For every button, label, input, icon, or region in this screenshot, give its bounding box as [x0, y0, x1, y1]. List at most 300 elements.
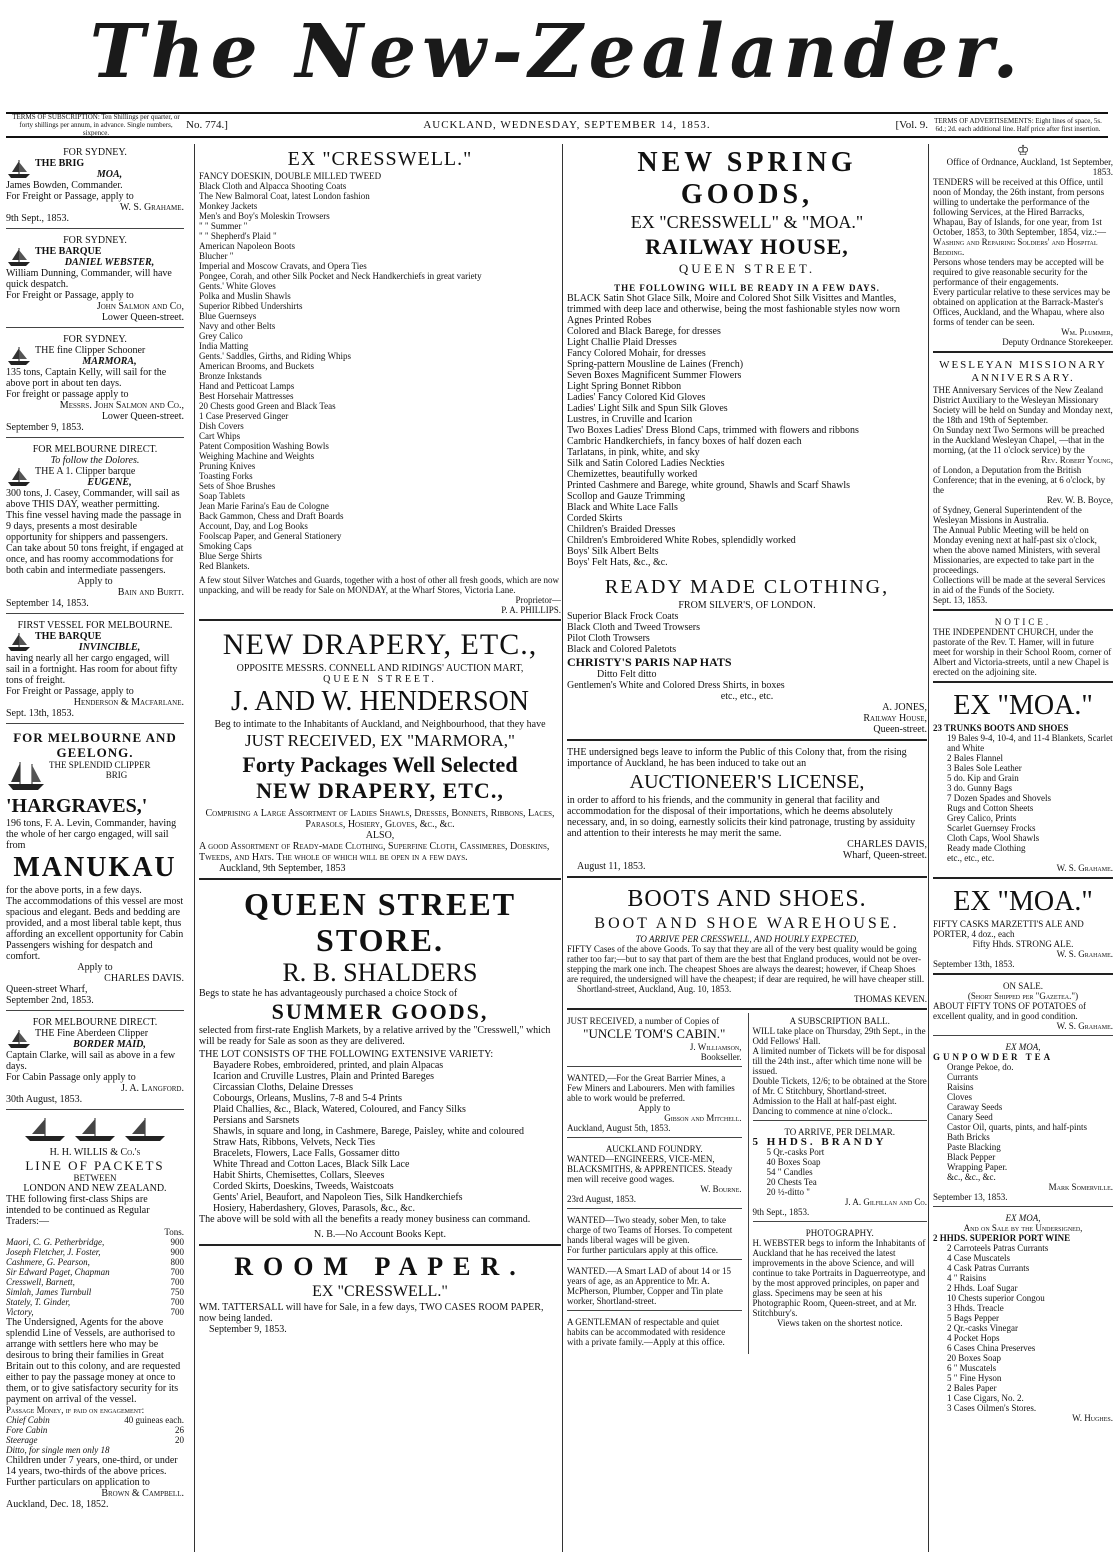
- list-item: Smoking Caps: [199, 541, 252, 551]
- list-item: 2 Hhds. Loaf Sugar: [947, 1283, 1018, 1293]
- ad-text: Children under 7 years, one-third, or under 14 years, two-thirds of the above prices.: [6, 1455, 178, 1477]
- list-item: Orange Pekoe, do.: [947, 1062, 1014, 1072]
- ad-text: Further particulars on application to: [6, 1477, 150, 1488]
- store-name: RAILWAY HOUSE,: [645, 234, 849, 259]
- ad-heading: NEW DRAPERY, ETC.,: [222, 628, 538, 661]
- ship-icon: [6, 158, 32, 180]
- ship-name: INVINCIBLE,: [78, 642, 141, 653]
- list-item: Bayadere Robes, embroidered, printed, and plain Alpacas: [213, 1060, 444, 1071]
- ad-heading: FOR MELBOURNE AND GEELONG.: [13, 730, 177, 760]
- table-cell: 700: [170, 1307, 184, 1317]
- ad-text: 196 tons, F. A. Levin, Commander, having the whole of her cargo engaged, will sail from: [6, 818, 177, 851]
- list-item: 1 Case Preserved Ginger: [199, 411, 289, 421]
- list-item: Cloves: [947, 1092, 973, 1102]
- list-item: Sets of Shoe Brushes: [199, 481, 276, 491]
- ship-name: MARMORA,: [82, 356, 137, 367]
- ad-text: Bookseller.: [700, 1052, 742, 1062]
- ad-text: 300 tons, J. Casey, Commander, will sail as above THIS DAY, weather permitting.: [6, 488, 180, 510]
- list-item: 3 Hhds. Treacle: [947, 1303, 1004, 1313]
- list-item: 6 " Muscatels: [947, 1363, 997, 1373]
- ad-gentleman-lodging: [567, 1314, 742, 1351]
- list-item: 3 do. Gunny Bags: [947, 783, 1012, 793]
- list-item: etc., etc., etc.: [947, 853, 995, 863]
- ad-text: selected from first-rate English Markets, by a relative arrived by the "Cresswell," which will be ready for Sale as soon as they are delivered.: [199, 1025, 551, 1047]
- ad-text: THE SPLENDID CLIPPER: [49, 760, 151, 770]
- list-item: American Brooms, and Buckets: [199, 361, 314, 371]
- list-item: Black and Colored Paletots: [567, 644, 677, 655]
- list-item: BLACK Satin Shot Glace Silk, Moire and Colored Shot Silk Visittes and Mantles, trimmed with deep lace and otherwise, being the most fashionable styles now worn: [567, 293, 900, 315]
- list-item: Account, Day, and Log Books: [199, 521, 308, 531]
- list-item: Bath Bricks: [947, 1132, 990, 1142]
- ad-address: Lower Queen-street.: [101, 312, 184, 323]
- ad-heading: PHOTOGRAPHY.: [805, 1228, 874, 1238]
- ad-signature: W. Bourne.: [700, 1184, 742, 1194]
- ad-wanted-teamsters: [567, 1212, 742, 1260]
- small-ads-left: [567, 1013, 742, 1354]
- table-header: Tons.: [164, 1227, 184, 1237]
- list-item: Printed Cashmere and Barege, white ground, Shawls and Scarf Shawls: [567, 480, 850, 491]
- ship-icon: [6, 246, 32, 268]
- list-item: Ladies' Light Silk and Spun Silk Gloves: [567, 403, 728, 414]
- small-ads-grid: [567, 1013, 927, 1354]
- list-item: Shawls, in square and long, in Cashmere, Barege, Paisley, white and coloured: [213, 1126, 524, 1137]
- list-item: The New Balmoral Coat, latest London fashion: [199, 191, 370, 201]
- ad-date: September 13, 1853.: [933, 1192, 1008, 1202]
- ad-text: Every particular relative to these services may be obtained on application at the Barrack-Master's Offices, Auckland, and the Whapau, where also forms of tender can be seen.: [933, 287, 1111, 327]
- column-2: [194, 144, 561, 1552]
- ad-wesleyan-anniversary: [933, 356, 1113, 611]
- ad-text: Gentlemen's White and Colored Dress Shirts, in boxes: [567, 680, 785, 691]
- list-item: Blucher ": [199, 251, 234, 261]
- small-ads-right: [748, 1013, 928, 1354]
- ad-text: Beg to intimate to the Inhabitants of Auckland, and Neighbourhood, that they have: [214, 719, 546, 730]
- ad-subheading: QUEEN STREET.: [323, 674, 437, 685]
- goods-list: [933, 1062, 1113, 1182]
- ad-port-wine: [933, 1210, 1113, 1427]
- list-item: Ready made Clothing: [947, 843, 1026, 853]
- ad-text: The accommodations of this vessel are most spacious and elegant. Beds and bedding are provided, and a most liberal table kept, thus affording an excellent opportunity for Cabin Passengers wishing for despatch and comfort.: [6, 896, 184, 962]
- ad-subheading: EX "CRESSWELL.": [312, 1283, 448, 1300]
- ad-text: of Sydney, General Superintendent of the Wesleyan Missions in Australia.: [933, 505, 1082, 525]
- ad-border-maid: [6, 1014, 184, 1110]
- ad-moa-sydney: [6, 144, 184, 229]
- ad-text: WANTED—Two steady, sober Men, to take charge of two Teams of Horses. To competent hands liberal wages will be given.: [567, 1215, 733, 1245]
- ad-signature: W. S. Grahame.: [1056, 863, 1113, 873]
- ad-subheading: BETWEEN: [73, 1173, 117, 1183]
- ad-date: Sept. 13th, 1853.: [6, 708, 75, 719]
- ad-text: THE INDEPENDENT CHURCH, under the pastorate of the Rev. T. Hamer, will in future meet for worship in their School Room, corner of Albert and Victoria-streets, until a new Chapel is erected on the adjoining site.: [933, 627, 1112, 677]
- list-item: Cloth Caps, Wool Shawls: [947, 833, 1040, 843]
- ad-text: Begs to state he has advantageously purchased a choice Stock of: [199, 988, 458, 999]
- list-item: Bracelets, Flowers, Lace Falls, Gossamer ditto: [213, 1148, 400, 1159]
- ad-heading: QUEEN STREET STORE.: [243, 886, 517, 958]
- ad-ex-moa-boots: [933, 686, 1113, 879]
- list-item: Bronze Inkstands: [199, 371, 262, 381]
- list-item: Habit Shirts, Chemisettes, Collars, Sleeves: [213, 1170, 385, 1181]
- goods-list: [199, 1060, 561, 1214]
- list-item: 19 Bales 9-4, 10-4, and 11-4 Blankets, Scarlet and White: [947, 733, 1113, 753]
- ship-icon: [6, 631, 32, 653]
- ad-text: THE undersigned begs leave to inform the Public of this Colony that, from the rising importance of Auckland, he has been induced to take out an: [567, 747, 907, 769]
- ad-signature: J. A. Langford.: [120, 1083, 184, 1094]
- list-item: Colored and Black Barege, for dresses: [567, 326, 721, 337]
- list-item: Red Blankets.: [199, 561, 250, 571]
- list-item: Two Boxes Ladies' Dress Blond Caps, trimmed with flowers and ribbons: [567, 425, 859, 436]
- ad-text: Rev. Robert Young,: [1041, 455, 1113, 465]
- list-item: 20 ½-ditto ": [766, 1187, 810, 1197]
- list-item: Blue Serge Shirts: [199, 551, 262, 561]
- ad-text: 2 HHDS. SUPERIOR PORT WINE: [933, 1233, 1071, 1243]
- ad-heading: EX "CRESSWELL.": [287, 148, 473, 170]
- ad-room-paper: [199, 1249, 561, 1339]
- list-item: 3 Cases Oilmen's Stores.: [947, 1403, 1037, 1413]
- list-item: Tarlatans, in pink, white, and sky: [567, 447, 700, 458]
- table-cell: Maori, C. G. Petherbridge,: [6, 1237, 105, 1247]
- ad-text: Views taken on the shortest notice.: [777, 1318, 903, 1328]
- ad-text: THE following first-class Ships are intended to be continued as Regular Traders:—: [6, 1194, 150, 1227]
- table-cell: 700: [170, 1267, 184, 1277]
- list-item: Raisins: [947, 1082, 974, 1092]
- list-item: Ladies' Fancy Colored Kid Gloves: [567, 392, 706, 403]
- table-cell: Fore Cabin: [6, 1425, 48, 1435]
- list-item: Boys' Felt Hats, &c., &c.: [567, 557, 668, 568]
- list-item: Straw Hats, Ribbons, Velvets, Neck Ties: [213, 1137, 376, 1148]
- ad-heading: H. H. WILLIS & Co.'s: [49, 1147, 141, 1158]
- ad-heading: BOOTS AND SHOES.: [627, 886, 867, 912]
- dateline: AUCKLAND, WEDNESDAY, SEPTEMBER 14, 1853.: [423, 119, 711, 131]
- ad-ex-moa-ale: [933, 882, 1113, 975]
- ship-icon: [6, 466, 32, 488]
- list-item: Circassian Cloths, Delaine Dresses: [213, 1082, 353, 1093]
- ad-text: in order to afford to his friends, and the community in general that facility and accommodation for the disposal of their importations, which he deems absolutely necessary, and, in so doing, earnestly solicits their kind patronage, trusting by assiduity and attention to their interests he may merit the same.: [567, 795, 916, 839]
- issue-number: No. 774.]: [186, 119, 228, 131]
- ad-signature: W. S. Grahame.: [1056, 949, 1113, 959]
- table-row: [6, 1445, 184, 1455]
- list-item: Imperial and Moscow Cravats, and Opera Ties: [199, 261, 367, 271]
- list-item: 4 Case Muscatels: [947, 1253, 1010, 1263]
- list-item: Cambric Handkerchiefs, in fancy boxes of half dozen each: [567, 436, 802, 447]
- ad-text: BRIG: [105, 770, 128, 780]
- ad-text: etc., etc., etc.: [720, 691, 774, 702]
- ships-icon: [20, 1116, 170, 1144]
- list-item: 20 Chests Tea: [766, 1177, 817, 1187]
- ad-signature: J. Williamson,: [689, 1042, 742, 1052]
- ad-heading: EX MOA,: [1005, 1213, 1041, 1223]
- ad-potatoes: [933, 978, 1113, 1036]
- ad-heading: FOR SYDNEY.: [63, 334, 127, 345]
- list-item: 5 Bags Pepper: [947, 1313, 999, 1323]
- ad-text: A limited number of Tickets will be for disposal till the 24th inst., after which time none will be issued.: [752, 1046, 926, 1076]
- table-cell: 700: [170, 1297, 184, 1307]
- list-item: 5 Qr.-casks Port: [766, 1147, 825, 1157]
- ad-signature: W. S. Grahame.: [119, 202, 184, 213]
- ad-text: THE BRIG: [35, 158, 85, 169]
- ship-icon: [6, 345, 32, 367]
- list-item: 5 " Fine Hyson: [947, 1373, 1002, 1383]
- table-cell: 26: [175, 1425, 184, 1435]
- list-item: Black Cloth and Tweed Trowsers: [567, 622, 700, 633]
- fares-table: [6, 1415, 184, 1455]
- ad-heading: TO ARRIVE, PER DELMAR.: [784, 1127, 896, 1137]
- ad-signature: Henderson & Macfarlane.: [73, 697, 184, 708]
- list-item: Paste Blacking: [947, 1142, 1001, 1152]
- port-name: MANUKAU: [13, 852, 177, 883]
- ad-heading: AUCKLAND FOUNDRY.: [605, 1144, 703, 1154]
- ad-text: Office of Ordnance, Auckland, 1st September, 1853.: [946, 157, 1113, 177]
- table-row: [6, 1247, 184, 1257]
- list-item: White Thread and Cotton Laces, Black Silk Lace: [213, 1159, 410, 1170]
- table-cell: Cresswell, Barnett,: [6, 1277, 75, 1287]
- list-item: Best Horsehair Mattresses: [199, 391, 294, 401]
- ship-icon: [6, 1028, 32, 1050]
- ad-signature: J. A. Gilfillan and Co.: [844, 1197, 927, 1207]
- ad-text: JUST RECEIVED, EX "MARMORA,": [245, 731, 515, 750]
- ad-date: September 9, 1853.: [209, 1324, 287, 1335]
- ad-heading: LINE OF PACKETS: [25, 1158, 165, 1173]
- ad-address: Lower Queen-street.: [101, 411, 184, 422]
- list-item: 20 Chests good Green and Black Teas: [199, 401, 336, 411]
- ad-date: September 13th, 1853.: [933, 959, 1015, 969]
- list-item: 2 Bales Flannel: [947, 753, 1003, 763]
- volume-number: [Vol. 9.: [895, 119, 928, 131]
- list-item: &c., &c., &c.: [947, 1172, 996, 1182]
- merchant-name: J. AND W. HENDERSON: [231, 686, 529, 717]
- ad-text: For Freight or Passage, apply to: [6, 686, 134, 697]
- ad-text: Ditto Felt ditto: [597, 669, 657, 680]
- list-item: 1 Case Cigars, No. 2.: [947, 1393, 1024, 1403]
- list-item: Polka and Muslin Shawls: [199, 291, 291, 301]
- table-row: [6, 1415, 184, 1425]
- list-item: 6 Cases China Preserves: [947, 1343, 1036, 1353]
- list-item: 2 Bales Paper: [947, 1383, 997, 1393]
- ad-date: 30th August, 1853.: [6, 1094, 83, 1105]
- ad-text: H. WEBSTER begs to inform the Inhabitants of Auckland that he has received the latest improvements in the above Science, and will continue to take Portraits in Daguerreotype, and by the most approved principles, on paper and glass. Specimens may be seen at his Photographic Room, Queen-street, and at Mr. Stitchbury's.: [752, 1238, 926, 1318]
- ad-text: Persons whose tenders may be accepted will be required to give reasonable security for the performance of their engagements.: [933, 257, 1104, 287]
- ad-text: Fifty Hhds. STRONG ALE.: [972, 939, 1074, 949]
- ad-text: Collections will be made at the several Services in aid of the Funds of the Society.: [933, 575, 1106, 595]
- list-item: Toasting Forks: [199, 471, 253, 481]
- table-row: [6, 1425, 184, 1435]
- ad-text: A GENTLEMAN of respectable and quiet habits can be accommodated with residence with a private family.—Apply at this office.: [567, 1317, 726, 1347]
- ad-text: NEW DRAPERY, ETC.,: [256, 778, 504, 803]
- list-item: Currants: [947, 1072, 978, 1082]
- ad-text: Comprising a Large Assortment of Ladies Shawls, Dresses, Bonnets, Ribbons, Laces, Parasols, Hosiery, Gloves, &c., &c.: [205, 808, 555, 830]
- table-row: [6, 1307, 184, 1317]
- ad-text: On Sunday next Two Sermons will be preached in the Auckland Wesleyan Chapel, —that in the morning, (at the 11 o'clock service) by the: [933, 425, 1105, 455]
- ad-text: Forty Packages Well Selected: [242, 752, 518, 777]
- ad-signature: Bain and Burtt.: [117, 587, 184, 598]
- table-row: [6, 1435, 184, 1445]
- ad-subheading: QUEEN STREET.: [678, 261, 816, 276]
- list-item: Chemizettes, beautifully worked: [567, 469, 698, 480]
- ad-text: FIFTY Cases of the above Goods. To say that they are all of the very best quality would be going rather too far;—but to say that part of them are the best that England produces, would not be over-stepping the mark one inch. The cheapest Shoes are always the dearest; however, if Cheap Shoes are required, the undersigned will have the cheapest; if dear are required, he will have cheaper still.: [567, 944, 925, 984]
- list-item: Hosiery, Haberdashery, Gloves, Parasols, &c., &c.: [213, 1203, 415, 1214]
- table-cell: 40 guineas each.: [124, 1415, 184, 1425]
- ad-subheading: BOOT AND SHOE WAREHOUSE.: [594, 915, 900, 932]
- ad-text: Rev. W. B. Boyce,: [1046, 495, 1113, 505]
- ad-date: Shortland-street, Auckland, Aug. 10, 1853.: [577, 984, 732, 994]
- ad-text: ABOUT FIFTY TONS OF POTATOES of excellent quality, and in good condition.: [933, 1001, 1087, 1021]
- ad-daniel-webster: [6, 232, 184, 328]
- table-row: [6, 1257, 184, 1267]
- ad-heading: EX MOA,: [1005, 1042, 1041, 1052]
- ad-date: 23rd August, 1853.: [567, 1194, 637, 1204]
- ad-text: William Dunning, Commander, will have quick despatch.: [6, 268, 172, 290]
- ad-heading: EX "MOA.": [953, 690, 1093, 721]
- subscription-terms: TERMS OF SUBSCRIPTION: Ten Shillings per quarter, or forty shillings per annum, in advance. Single numbers, sixpence.: [12, 113, 180, 137]
- ad-subheading: FROM SILVER'S, OF LONDON.: [678, 600, 816, 611]
- list-item: Foolscap Paper, and General Stationery: [199, 531, 342, 541]
- ad-signature: W. S. Grahame.: [1056, 1021, 1113, 1031]
- list-item: Persians and Sarsnets: [213, 1115, 300, 1126]
- ad-text: For Freight or Passage, apply to: [6, 290, 134, 301]
- list-item: " " Summer ": [199, 221, 248, 231]
- ad-heading: WESLEYAN MISSIONARY ANNIVERSARY.: [939, 359, 1107, 384]
- ad-heading: ON SALE.: [1003, 981, 1043, 991]
- ad-text: THE Anniversary Services of the New Zealand District Auxiliary to the Wesleyan Missionary Society will be held on Sunday and Monday next, the 18th and 19th of September.: [933, 385, 1113, 425]
- list-item: Patent Composition Washing Bowls: [199, 441, 329, 451]
- table-cell: 20: [175, 1435, 184, 1445]
- ad-text: WANTED—ENGINEERS, VICE-MEN, BLACKSMITHS, & APPRENTICES. Steady men will receive good wages.: [567, 1154, 733, 1184]
- ad-date: September 9, 1853.: [6, 422, 84, 433]
- ad-ordnance-tenders: [933, 144, 1113, 353]
- ad-text: THE BARQUE: [35, 246, 102, 257]
- merchant-name: R. B. SHALDERS: [282, 958, 478, 987]
- ad-signature: P. A. PHILLIPS.: [501, 605, 561, 615]
- ad-auckland-foundry: [567, 1141, 742, 1209]
- ad-heading: "UNCLE TOM'S CABIN.": [583, 1026, 726, 1041]
- ship-name: MOA,: [96, 169, 123, 180]
- list-item: Gents.' Saddles, Girths, and Riding Whips: [199, 351, 351, 361]
- list-item: 5 do. Kip and Grain: [947, 773, 1019, 783]
- ad-address: Queen-street.: [873, 724, 927, 735]
- ad-text: The Annual Public Meeting will be held on Monday evening next at half-past six o'clock, when the above named Ministers, with several Missionaries, are expected to take part in the proceedings.: [933, 525, 1101, 575]
- table-row: [6, 1287, 184, 1297]
- list-item: 4 Cask Patras Currants: [947, 1263, 1030, 1273]
- ad-heading: ROOM PAPER.: [234, 1252, 526, 1281]
- ad-date: Auckland, 9th September, 1853: [219, 863, 346, 874]
- ad-heading: EX "MOA.": [953, 886, 1093, 917]
- ad-invincible: [6, 617, 184, 724]
- table-row: [6, 1267, 184, 1277]
- ad-signature: W. Hughes.: [1072, 1413, 1113, 1423]
- ad-signature: CHARLES DAVIS,: [847, 839, 927, 850]
- ad-date: September 2nd, 1853.: [6, 995, 94, 1006]
- list-item: Plaid Challies, &c., Black, Watered, Coloured, and Fancy Silks: [213, 1104, 466, 1115]
- list-item: " " Shepherd's Plaid ": [199, 231, 277, 241]
- list-item: Black Cloth and Alpacca Shooting Coats: [199, 181, 347, 191]
- list-item: Scarlet Guernsey Frocks: [947, 823, 1036, 833]
- masthead: The New-Zealander.: [89, 9, 1025, 95]
- list-item: Canary Seed: [947, 1112, 993, 1122]
- list-item: Light Challie Plaid Dresses: [567, 337, 677, 348]
- table-cell: Ditto, for single men only 18: [6, 1445, 110, 1455]
- ad-eugene: [6, 441, 184, 614]
- ship-icon: [6, 760, 46, 794]
- ad-willis-packets: [6, 1113, 184, 1514]
- column-3: [562, 144, 927, 1552]
- list-item: Monkey Jackets: [199, 201, 258, 211]
- ad-date: August 11, 1853.: [577, 861, 646, 872]
- ad-signature: John Salmon and Co,: [96, 301, 184, 312]
- ad-text: Deputy Ordnance Storekeeper.: [1002, 337, 1113, 347]
- table-cell: Sir Edward Paget, Chapman: [6, 1267, 110, 1277]
- list-item: Spring-pattern Mousline de Laines (French): [567, 359, 744, 370]
- ad-text: SUMMER GOODS,: [271, 999, 489, 1024]
- list-item: Dish Covers: [199, 421, 244, 431]
- ad-text: JUST RECEIVED, a number of Copies of: [567, 1016, 720, 1026]
- list-item: Men's and Boy's Moleskin Trowsers: [199, 211, 330, 221]
- ad-address: Queen-street Wharf,: [6, 984, 88, 995]
- ad-subheading: OPPOSITE MESSRS. CONNELL AND RIDINGS' AUCTION MART,: [236, 663, 524, 674]
- list-item: Light Spring Bonnet Ribbon: [567, 381, 682, 392]
- ad-address: Wharf, Queen-street.: [842, 850, 927, 861]
- ad-subheading: LONDON AND NEW ZEALAND.: [23, 1183, 167, 1194]
- list-item: Hand and Petticoat Lamps: [199, 381, 295, 391]
- ad-heading: FIRST VESSEL FOR MELBOURNE.: [17, 620, 173, 631]
- table-cell: Joseph Fletcher, J. Foster,: [6, 1247, 101, 1257]
- ad-heading: FOR SYDNEY.: [63, 147, 127, 158]
- ad-text: THE A 1. Clipper barque: [35, 466, 136, 477]
- ad-signature: Brown & Campbell.: [101, 1488, 184, 1499]
- ad-text: Apply to: [638, 1103, 671, 1113]
- ad-date: Auckland, August 5th, 1853.: [567, 1123, 671, 1133]
- list-item: Jean Marie Farina's Eau de Cologne: [199, 501, 329, 511]
- ad-heading: FOR SYDNEY.: [63, 235, 127, 246]
- list-item: Gents.' White Gloves: [199, 281, 276, 291]
- list-item: Superior Black Frock Coats: [567, 611, 679, 622]
- ad-heading: READY MADE CLOTHING,: [604, 576, 890, 598]
- ad-delmar-brandy: [753, 1124, 928, 1222]
- list-item: Children's Embroidered White Robes, splendidly worked: [567, 535, 796, 546]
- ad-text: 135 tons, Captain Kelly, will sail for the above port in about ten days.: [6, 367, 167, 389]
- goods-list: [933, 1243, 1113, 1413]
- ad-text: FIFTY CASKS MARZETTI'S ALE AND PORTER, 4 doz., each: [933, 919, 1084, 939]
- ship-name: BORDER MAID,: [73, 1039, 146, 1050]
- list-item: 40 Boxes Soap: [766, 1157, 821, 1167]
- ad-signature: CHARLES DAVIS.: [104, 973, 184, 984]
- table-cell: Chief Cabin: [6, 1415, 50, 1425]
- table-cell: 800: [170, 1257, 184, 1267]
- ad-text: Passage Money, if paid on engagement:: [6, 1405, 145, 1415]
- list-item: 2 Carroteels Patras Currants: [947, 1243, 1049, 1253]
- ad-subheading: (Short Shipped per "Gazetea."): [967, 991, 1079, 1001]
- ad-heading: A SUBSCRIPTION BALL.: [789, 1016, 890, 1026]
- ad-text: The Undersigned, Agents for the above splendid Line of Vessels, are authorised to arrange with settlers here who may be desirous to bring their families in Great Britain out to this colony, and are requested either to pay the passage money at once to them, or to give satisfactory security for its payment on arrival of the vessel.: [6, 1317, 181, 1405]
- ad-heading: NEW SPRING GOODS,: [637, 147, 857, 210]
- list-item: Black Pepper: [947, 1152, 996, 1162]
- table-cell: 750: [170, 1287, 184, 1297]
- list-item: 7 Dozen Spades and Shovels: [947, 793, 1051, 803]
- list-item: Black and White Lace Falls: [567, 502, 678, 513]
- ad-wanted-lad: [567, 1263, 742, 1311]
- list-item: Fancy Colored Mohair, for dresses: [567, 348, 706, 359]
- list-item: Pruning Knives: [199, 461, 256, 471]
- ad-railway-house: [567, 144, 927, 741]
- table-cell: Victory,: [6, 1307, 34, 1317]
- table-row: [6, 1277, 184, 1287]
- ad-photography: [753, 1225, 928, 1332]
- ad-ex-cresswell: [199, 144, 561, 621]
- ad-queen-street-store: [199, 883, 561, 1246]
- list-item: Pilot Cloth Trowsers: [567, 633, 650, 644]
- ad-signature: A. JONES,: [882, 702, 927, 713]
- ad-subscription-ball: [753, 1013, 928, 1121]
- ships-table: [6, 1237, 184, 1317]
- ad-text: A good Assortment of Ready-made Clothing, Superfine Cloth, Cassimeres, Doeskins, Tweeds, and Hats. The whole of which will be open in a few days.: [199, 841, 550, 863]
- ad-text: CHRISTY'S PARIS NAP HATS: [567, 655, 732, 669]
- list-item: Corded Skirts, Doeskins, Tweeds, Waistcoats: [213, 1181, 394, 1192]
